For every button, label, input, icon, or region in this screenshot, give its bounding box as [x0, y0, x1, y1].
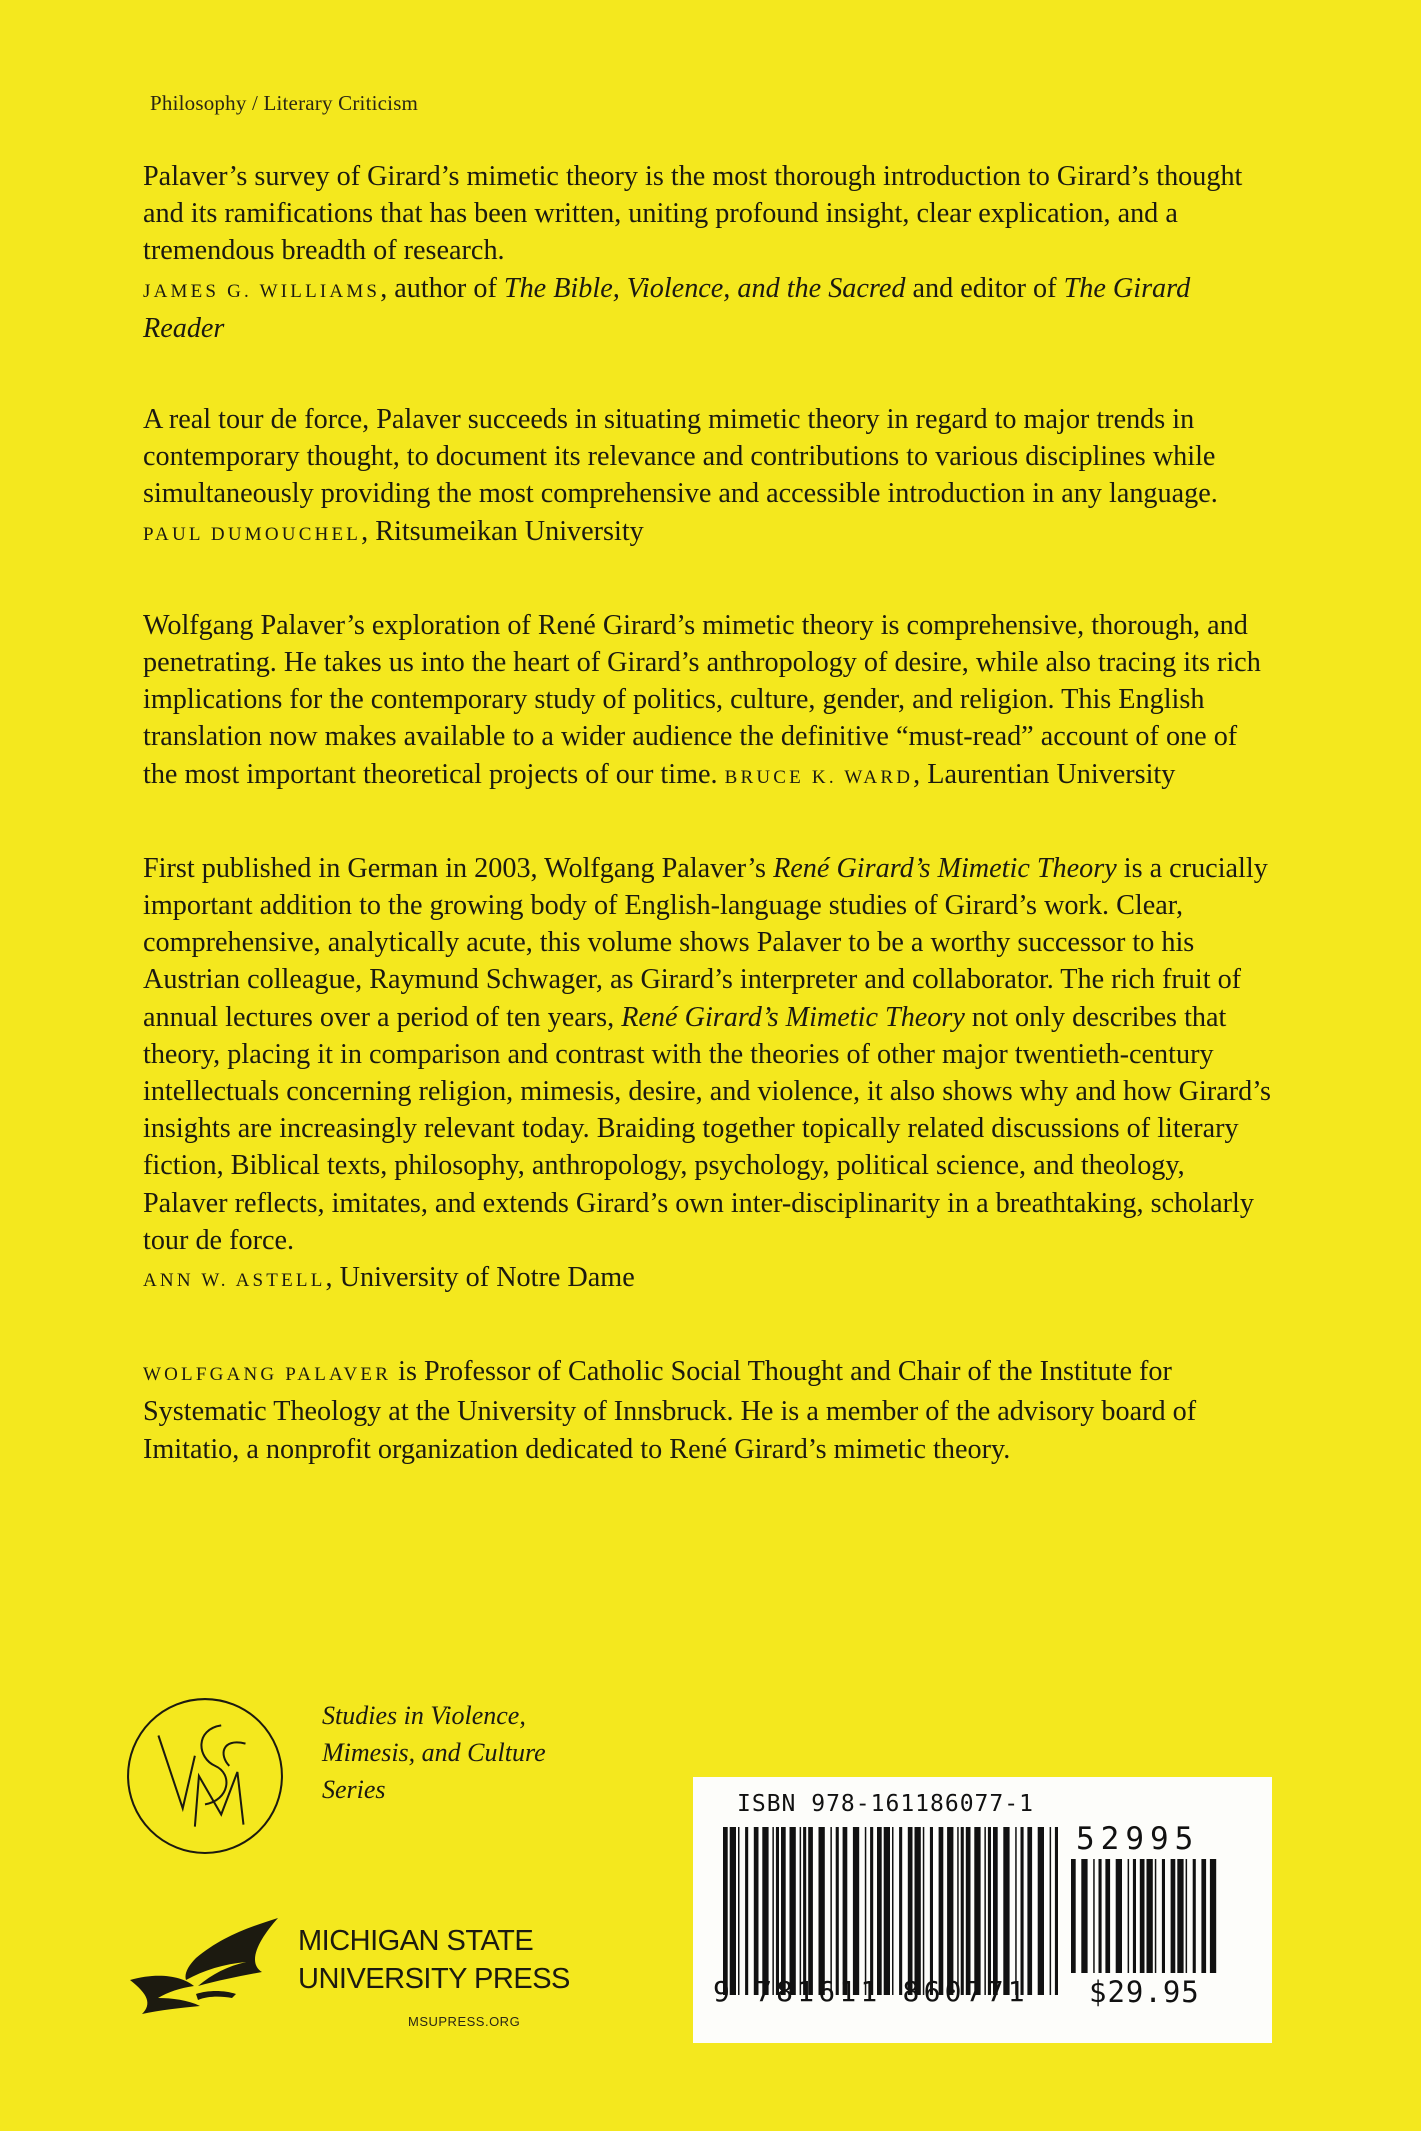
barcode-bar [1171, 1859, 1176, 1973]
spartan-helmet-icon [128, 1914, 298, 2024]
category-label: Philosophy / Literary Criticism [150, 91, 419, 115]
barcode-bar [754, 1827, 759, 1995]
barcode-bar [993, 1827, 998, 1995]
series-line: Series [322, 1775, 386, 1804]
barcode-bar [853, 1827, 859, 1995]
barcode-bar [930, 1827, 933, 1995]
addon-barcode [1071, 1859, 1221, 1973]
series-line: Studies in Violence, [322, 1701, 526, 1730]
publisher-name [298, 1922, 570, 1998]
blurb-astell [143, 850, 1273, 1299]
bio-text: is Professor of Catholic Social Thought and Chair of the Institute for Systematic Theology at the University of Innsbruck. He is a member of the advisory board of Imitatio, a nonprofit organization dedicated to René Girard’s mimetic theory. [143, 1356, 1197, 1465]
barcode-bar [957, 1827, 959, 1995]
barcode-bar [1038, 1827, 1044, 1995]
barcode-bar [961, 1827, 964, 1995]
barcode-digits: 9 781611 860771 [713, 1975, 1029, 2008]
barcode-bar [1081, 1859, 1087, 1973]
barcode-bar [899, 1827, 902, 1995]
barcode-bar [772, 1827, 774, 1995]
publisher-block [128, 1914, 570, 2044]
barcode-bar [947, 1827, 953, 1995]
barcode-bar [984, 1827, 986, 1995]
price-label: $29.95 [1089, 1975, 1200, 2009]
barcode-bar [723, 1827, 728, 1995]
series-title [322, 1697, 546, 1808]
blurb-author: ANN W. ASTELL [143, 1270, 326, 1292]
barcode-bar [1155, 1859, 1157, 1973]
barcode-bar [1210, 1859, 1216, 1973]
blurb-affiliation: , University of Notre Dame [325, 1262, 635, 1294]
barcode-bar [1050, 1827, 1052, 1995]
barcode-bar [1003, 1827, 1009, 1995]
series-logo-icon [124, 1695, 286, 1857]
barcode-bar [790, 1827, 796, 1995]
barcode-bar [1071, 1859, 1076, 1973]
barcode-bar [1201, 1859, 1206, 1973]
barcode-bar [843, 1827, 848, 1995]
barcode-bar [892, 1827, 894, 1995]
book-title: René Girard’s Mimetic Theory [773, 852, 1117, 884]
barcode-bar [1177, 1859, 1183, 1973]
series-line: Mimesis, and Culture [322, 1738, 546, 1767]
barcode-bar [988, 1827, 991, 1995]
blurb-author: PAUL DUMOUCHEL [143, 523, 362, 545]
book-title: René Girard’s Mimetic Theory [621, 1001, 965, 1033]
barcode-bar [738, 1827, 740, 1995]
barcode-bar [819, 1827, 825, 1995]
blurb-affiliation: , Laurentian University [913, 758, 1176, 790]
barcode-bar [1128, 1859, 1130, 1973]
barcode-bar [974, 1827, 980, 1995]
barcode-bar [1105, 1859, 1110, 1973]
barcode-bar [1021, 1827, 1024, 1995]
blurb-quote: First published in German in 2003, Wolfgang Palaver’s [143, 852, 774, 884]
blurb-williams [143, 158, 1273, 347]
barcode-bar [1015, 1827, 1017, 1995]
barcode-bar [1116, 1859, 1122, 1973]
barcode-bar [836, 1827, 839, 1995]
blurb-author: JAMES G. WILLIAMS [143, 280, 381, 302]
barcode-bar [781, 1827, 786, 1995]
barcode-bar [939, 1827, 944, 1995]
barcode-bar [1099, 1859, 1102, 1973]
barcode-bar [1162, 1859, 1165, 1973]
barcode-bar [745, 1827, 748, 1995]
barcode-bar [762, 1827, 768, 1995]
barcode-bar [923, 1827, 925, 1995]
bio-name: WOLFGANG PALAVER [143, 1364, 392, 1386]
barcode-bar [1140, 1859, 1145, 1973]
blurb-affiliation: and editor of [905, 272, 1064, 304]
price-addon-code: 52995 [1076, 1821, 1200, 1857]
barcode-bar [1055, 1827, 1058, 1995]
barcode-bar [1027, 1827, 1032, 1995]
barcode-bar [803, 1827, 806, 1995]
blurb-quote: Wolfgang Palaver’s exploration of René Girard’s mimetic theory is comprehensive, thorough, and penetrating. He takes us into the heart of Girard’s anthropology of desire, while also tracing its rich implications for the contemporary study of politics, culture, gender, and religion. This English translation now makes available to a wider audience the definitive “must-read” account of one of the most important theoretical projects of our time. [143, 609, 1261, 790]
publisher-line: UNIVERSITY PRESS [298, 1963, 570, 1995]
barcode-bar [800, 1827, 802, 1995]
barcode-bar [966, 1827, 971, 1995]
book-title: The Bible, Violence, and the Sacred [503, 272, 906, 304]
barcode-bar [908, 1827, 913, 1995]
blurb-quote: A real tour de force, Palaver succeeds in situating mimetic theory in regard to major trends in contemporary thought, to document its relevance and contributions to various disciplines while simultaneously providing the most comprehensive and accessible introduction in any language. [143, 404, 1218, 510]
blurb-affiliation: , Ritsumeikan University [361, 515, 644, 547]
barcode-bar [1093, 1859, 1095, 1973]
barcode-bar [915, 1827, 921, 1995]
blurb-ward [143, 607, 1273, 796]
barcode-bar [884, 1827, 890, 1995]
blurb-quote: not only describes that theory, placing it in comparison and contrast with the theories of other major twentieth-century intellectuals concerning religion, mimesis, desire, and violence, it also shows why and how Girard’s insights are increasingly relevant today. Braiding together topically related discussions of literary fiction, Biblical texts, philosophy, anthropology, psychology, political science, and theology, Palaver reflects, imitates, and extends Girard’s own inter-disciplinarity in a breathtaking, scholarly tour de force. [143, 1001, 1272, 1256]
barcode-bar [776, 1827, 779, 1995]
blurb-author: BRUCE K. WARD [724, 766, 914, 788]
barcode-panel [693, 1777, 1272, 2043]
author-bio [143, 1353, 1273, 1468]
barcode-bar [870, 1827, 873, 1995]
barcode-bar [830, 1827, 832, 1995]
barcode-bar [808, 1827, 813, 1995]
publisher-url: MSUPRESS.ORG [408, 2014, 521, 2029]
barcode-bar [1147, 1859, 1153, 1973]
blurb-quote: is a crucially important addition to the growing body of English-language studies of Girard’s work. Clear, comprehensive, analytically acute, this volume shows Palaver to be a worthy successor to his Austrian colleague, Raymund Schwager, as Girard’s interpreter and collaborator. The rich fruit of annual lectures over a period of ten years, [143, 852, 1268, 1033]
blurb-affiliation: , author of [380, 272, 504, 304]
blurb-quote: Palaver’s survey of Girard’s mimetic theory is the most thorough introduction to Girard’s thought and its ramifications that has been written, uniting profound insight, clear explication, and a tremendous breadth of research. [143, 161, 1243, 267]
barcode-bar [730, 1827, 736, 1995]
barcode-bar [865, 1827, 867, 1995]
ean-barcode [723, 1827, 1061, 1995]
book-title: The Girard Reader [143, 272, 1191, 344]
barcode-bar [1186, 1859, 1188, 1973]
isbn-label: ISBN 978-161186077-1 [737, 1791, 1034, 1817]
barcode-bar [1133, 1859, 1136, 1973]
publisher-line: MICHIGAN STATE [298, 1925, 534, 1957]
blurb-dumouchel [143, 401, 1273, 553]
barcode-bar [1193, 1859, 1196, 1973]
barcode-bar [877, 1827, 882, 1995]
blurbs-section [143, 158, 1273, 1522]
